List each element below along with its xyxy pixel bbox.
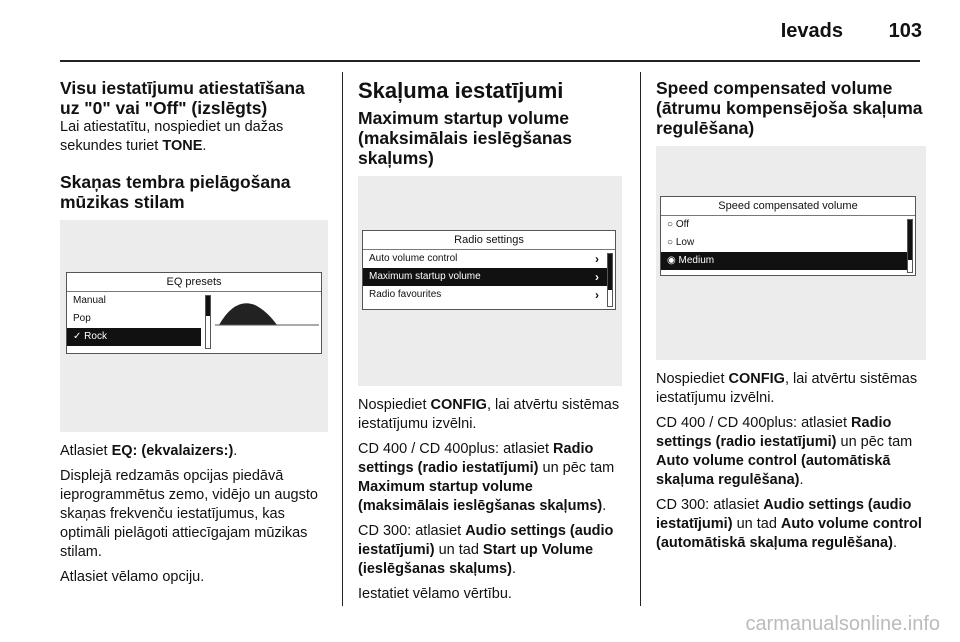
heading-eq: Skaņas tembra pielāgošana mūzikas stilam [60,172,291,212]
radio-settings-screen [362,230,616,310]
config-paragraph: Nospiediet CONFIG, lai atvērtu sistēmas iestatījumu izvēlni. [358,397,620,432]
eq-curve-icon [215,295,319,329]
speed-option-off[interactable]: ○ Off [667,219,689,230]
column-3 [656,78,926,559]
radio-item-favourites[interactable]: Radio favourites › [369,288,599,302]
radio-settings-figure [358,176,622,386]
set-value-paragraph: Iestatiet vēlamo vērtību. [358,586,512,602]
eq-title: EQ presets [67,273,321,292]
cd300-paragraph-3: CD 300: atlasiet Audio settings (audio iestatījumi) un tad Auto volume control (automātiskā skaļuma regulēšana). [656,497,922,551]
column-1 [60,78,328,593]
heading-volume-settings: Skaļuma iestatījumi [358,78,564,103]
speed-volume-figure [656,146,926,360]
radio-selected-icon: ◉ [667,255,676,266]
eq-item-rock[interactable]: ✓ Rock [67,328,201,346]
heading-max-startup: Maximum startup volume (maksimālais ieslēgšanas skaļums) [358,108,573,168]
eq-final-paragraph: Atlasiet vēlamo opciju. [60,569,205,585]
cd300-paragraph: CD 300: atlasiet Audio settings (audio iestatījumi) un tad Start up Volume (ieslēgšanas skaļums). [358,523,614,577]
page-number: 103 [888,20,922,42]
eq-presets-screen [66,272,322,354]
section-title: Ievads [780,20,843,42]
speed-scrollbar[interactable] [907,219,913,273]
speed-option-low[interactable]: ○ Low [667,237,695,248]
eq-scrollbar[interactable] [205,295,211,349]
eq-select-paragraph: Atlasiet EQ: (ekvalaizers:). [60,443,238,459]
cd400-paragraph: CD 400 / CD 400plus: atlasiet Radio settings (radio iestatījumi) un pēc tam Maximum startup volume (maksimālais ieslēgšanas skaļums). [358,441,615,514]
chevron-right-icon: › [595,270,599,284]
column-2 [358,78,622,610]
radio-item-auto-volume[interactable]: Auto volume control › [369,252,599,266]
eq-item-manual[interactable]: Manual [73,295,106,306]
cd400-paragraph-3: CD 400 / CD 400plus: atlasiet Radio settings (radio iestatījumi) un pēc tam Auto volume control (automātiskā skaļuma regulēšana). [656,415,913,488]
header-rule [60,60,920,62]
check-icon: ✓ [73,331,82,342]
chevron-right-icon: › [595,252,599,266]
heading-speed-compensated: Speed compensated volume (ātrumu kompensējoša skaļuma regulēšana) [656,78,923,138]
heading-reset: Visu iestatījumu atiestatīšana uz "0" vai "Off" (izslēgts) [60,78,305,118]
column-divider-1 [342,72,343,606]
radio-unselected-icon: ○ [667,237,674,248]
speed-title: Speed compensated volume [661,197,915,216]
radio-unselected-icon: ○ [667,219,674,230]
eq-presets-figure [60,220,328,432]
column-divider-2 [640,72,641,606]
eq-description-paragraph: Displejā redzamās opcijas piedāvā ieprogrammētus zemo, vidējo un augsto skaņas frekvenču iestatījumus, kas optimāli pielāgoti attiecīgajam mūzikas stilam. [60,468,318,560]
radio-item-max-startup[interactable]: Maximum startup volume › [363,268,607,286]
radio-scrollbar[interactable] [607,253,613,307]
reset-paragraph: Lai atiestatītu, nospiediet un dažas sekundes turiet TONE. [60,119,284,154]
watermark: carmanualsonline.info [745,613,940,635]
radio-title: Radio settings [363,231,615,250]
config-paragraph-3: Nospiediet CONFIG, lai atvērtu sistēmas iestatījumu izvēlni. [656,371,918,406]
chevron-right-icon: › [595,288,599,302]
page-header [0,0,960,60]
speed-volume-screen [660,196,916,276]
speed-option-medium[interactable]: ◉ Medium [661,252,907,270]
eq-item-pop[interactable]: Pop [73,313,91,324]
